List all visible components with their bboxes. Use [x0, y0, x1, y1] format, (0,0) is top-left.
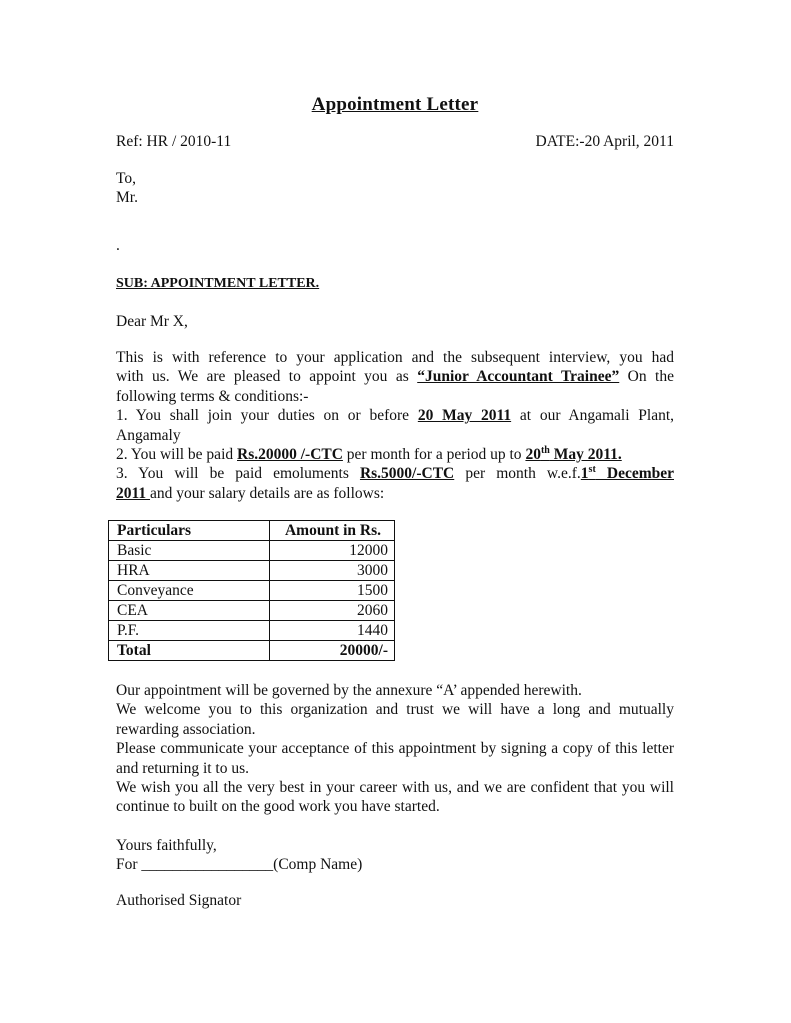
closing-paragraphs	[116, 681, 674, 817]
effective-year: 2011	[116, 484, 151, 502]
para-text: per month w.e.f.	[454, 465, 581, 483]
table-header-amount: Amount in Rs.	[270, 521, 395, 541]
table-cell-particular: CEA	[109, 601, 270, 621]
to-label: To,	[116, 170, 137, 187]
para-text: following terms & conditions:-	[116, 387, 309, 405]
subject-line: SUB: APPOINTMENT LETTER.	[116, 276, 320, 291]
table-cell-amount: 12000	[270, 541, 395, 561]
table-header-particulars: Particulars	[109, 521, 270, 541]
table-total-amount: 20000/-	[270, 641, 395, 661]
initial-ctc: Rs.20000 /-CTC	[237, 446, 343, 464]
recipient-block	[116, 169, 138, 207]
reference-line	[116, 133, 674, 153]
table-cell-particular: Basic	[109, 541, 270, 561]
job-title: “Junior Accountant Trainee”	[417, 368, 620, 386]
recipient-name: Mr.	[116, 189, 138, 206]
para-text: at our Angamali Plant,	[511, 407, 675, 425]
table-total-label: Total	[109, 641, 270, 661]
table-cell-amount: 2060	[270, 601, 395, 621]
table-cell-particular: Conveyance	[109, 581, 270, 601]
closing-welcome: We welcome you to this organization and trust we will have a long and mutually rewarding association.	[116, 701, 674, 738]
closing-acceptance: Please communicate your acceptance of this appointment by signing a copy of this letter and returning it to us.	[116, 740, 674, 777]
para-text: This is with reference to your application and the subsequent interview, you had	[116, 349, 674, 366]
salary-table	[108, 520, 395, 661]
table-row	[109, 621, 395, 641]
para-text: Angamaly	[116, 426, 181, 444]
para-line-4	[116, 406, 674, 425]
para-text: 2. You will be paid	[116, 446, 237, 464]
salutation: Dear Mr X,	[116, 313, 188, 330]
table-row	[109, 541, 395, 561]
para-line-7	[116, 464, 674, 483]
para-text: with us. We are pleased to appoint you as	[116, 368, 418, 386]
para-line-1	[116, 348, 674, 367]
table-row	[109, 581, 395, 601]
para-line-6	[116, 445, 674, 464]
table-cell-particular: P.F.	[109, 621, 270, 641]
para-text: On the	[619, 368, 674, 386]
table-row	[109, 561, 395, 581]
para-line-8	[116, 484, 674, 503]
table-cell-amount: 1500	[270, 581, 395, 601]
table-total-row	[109, 641, 395, 661]
period-end-date: 20th May 2011.	[525, 444, 622, 464]
closing-annexure: Our appointment will be governed by the annexure “A’ appended herewith.	[116, 682, 582, 699]
company-line: For _________________(Comp Name)	[116, 856, 363, 874]
terms-paragraph	[116, 348, 674, 503]
para-text: 1. You shall join your duties on or before	[116, 407, 418, 425]
table-cell-particular: HRA	[109, 561, 270, 581]
closing-wishes: We wish you all the very best in your career with us, and we are confident that you will continue to built on the good work you have started.	[116, 779, 674, 816]
table-cell-amount: 3000	[270, 561, 395, 581]
authorised-signatory: Authorised Signator	[116, 892, 242, 909]
stray-dot: .	[116, 237, 120, 254]
para-line-3	[116, 387, 674, 406]
table-header-row	[109, 521, 395, 541]
signoff-block	[116, 836, 362, 875]
letter-title: Appointment Letter	[311, 94, 479, 115]
emolument-ctc: Rs.5000/-CTC	[359, 465, 455, 483]
letter-date: DATE:-20 April, 2011	[535, 133, 674, 150]
para-line-2	[116, 367, 674, 386]
para-line-5	[116, 426, 674, 445]
para-text: 3. You will be paid emoluments	[116, 465, 360, 483]
joining-date: 20 May 2011	[417, 407, 512, 425]
table-row	[109, 601, 395, 621]
para-text: per month for a period up to	[342, 446, 526, 464]
table-cell-amount: 1440	[270, 621, 395, 641]
yours-faithfully: Yours faithfully,	[116, 837, 217, 854]
effective-date: 1st December	[580, 464, 674, 483]
para-text: and your salary details are as follows:	[150, 484, 385, 502]
reference-number: Ref: HR / 2010-11	[116, 133, 232, 150]
